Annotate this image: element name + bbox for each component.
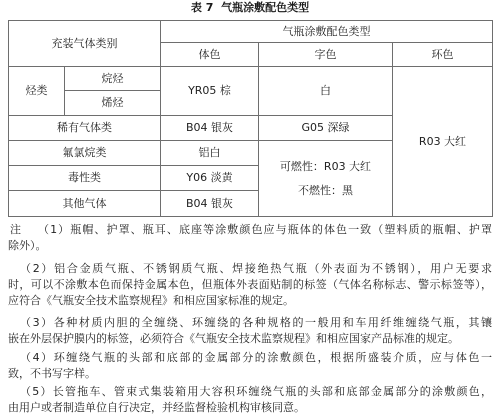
ring-color-cell: R03 大红 (393, 67, 493, 217)
table-title: 表 7 气瓶涂敷配色类型 (190, 1, 310, 14)
note-line: 应符合《气瓶安全技术监察规程》和相应国家标准的规定。 (8, 294, 294, 307)
column-header-ring-color: 环色 (393, 43, 493, 67)
body-color-cell: B04 银灰 (161, 116, 259, 141)
column-header-body-color: 体色 (161, 43, 259, 67)
row-subcategory-label: 烯烃 (65, 91, 161, 116)
note-label: 注 (10, 223, 21, 236)
note-line: 嵌在外层保护膜内的标签，必须符合《气瓶安全技术监察规程》和相应国家产品标准的规定。 (8, 332, 459, 345)
note-line: 致，不书写字样。 (8, 367, 96, 380)
notes-section (8, 222, 492, 416)
body-color-cell: YR05 棕 (161, 67, 259, 116)
row-category-label: 稀有气体类 (9, 116, 161, 141)
note-line (8, 222, 492, 238)
note-line: （5）长管拖车、管束式集装箱用大容积环缠绕气瓶的头部和底部金属部分的涂敷颜色， (20, 385, 492, 398)
row-category-label: 其他气体 (9, 191, 161, 217)
row-category-label: 烃类 (9, 67, 65, 116)
note-line: 除外）。 (8, 239, 47, 252)
color-scheme-table (8, 20, 493, 217)
corner-header: 充装气体类别 (9, 21, 161, 67)
body-color-cell: Y06 淡黄 (161, 166, 259, 191)
text-color-cell: 白 (259, 67, 393, 116)
note-item (8, 384, 492, 416)
table-row (9, 67, 493, 91)
header-row-group (9, 21, 493, 43)
text-color-flammable: 可燃性：R03 大红 (279, 159, 372, 173)
note-line-text: （1）瓶帽、护罩、瓶耳、底座等涂敷颜色应与瓶体的体色一致（塑料质的瓶帽、护罩 (38, 223, 492, 236)
row-category-label: 氟氯烷类 (9, 141, 161, 166)
row-subcategory-label: 烷烃 (65, 67, 161, 91)
note-item (8, 222, 492, 254)
note-item (8, 261, 492, 309)
note-line: 时，可以不涂敷本色而保持金属本色，但瓶体外表面贴制的标签（气体名称标志、警示标签等）， (8, 278, 492, 291)
note-line: （2）铝合金质气瓶、不锈钢质气瓶、焊接绝热气瓶（外表面为不锈钢），用户无要求 (20, 262, 492, 275)
group-header: 气瓶涂敷配色类型 (161, 21, 493, 43)
note-line: （4）环缠绕气瓶的头部和底部的金属部分的涂敷颜色，根据所盛装介质，应与体色一 (20, 351, 492, 364)
text-color-cell-merged (259, 141, 393, 217)
note-line: （3）各种材质内胆的全缠绕、环缠绕的各种规格的一般用和车用纤维缠绕气瓶，其镶 (20, 316, 492, 329)
row-category-label: 毒性类 (9, 166, 161, 191)
note-item (8, 350, 492, 382)
note-line: 由用户或者制造单位自行决定，并经监督检验机构审核同意。 (8, 401, 305, 414)
note-item (8, 315, 492, 347)
text-color-nonflammable: 不燃性：黑 (298, 183, 353, 197)
body-color-cell: 铝白 (161, 141, 259, 166)
body-color-cell: B04 银灰 (161, 191, 259, 217)
column-header-text-color: 字色 (259, 43, 393, 67)
text-color-cell: G05 深绿 (259, 116, 393, 141)
